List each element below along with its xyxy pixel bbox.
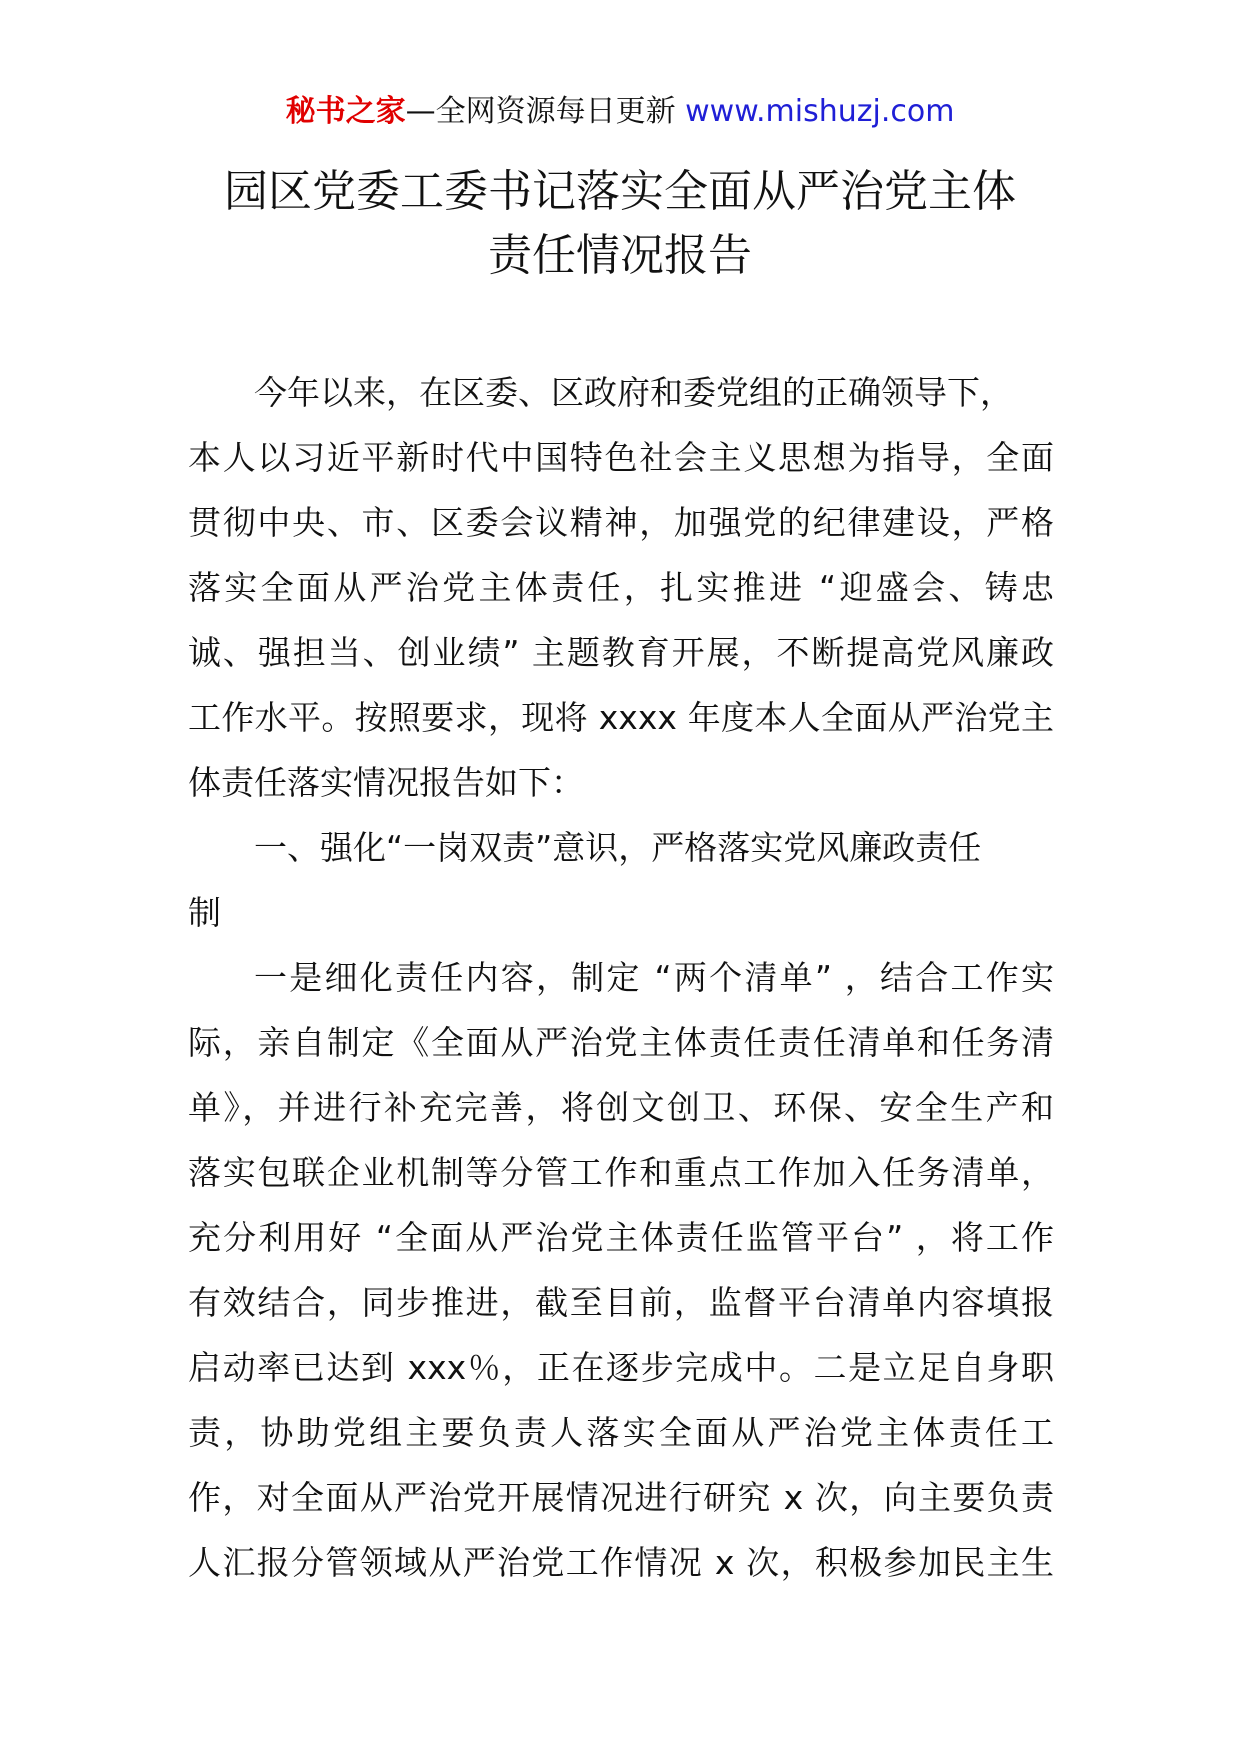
brand-tagline: —全网资源每日更新: [405, 94, 686, 129]
paragraph-line: 启动率已达到 xxx％，正在逐步完成中。二是立足自身职: [188, 1348, 1054, 1387]
paragraph-line: 单》，并进行补充完善，将创文创卫、环保、安全生产和: [188, 1088, 1054, 1127]
paragraph-line: 作，对全面从严治党开展情况进行研究 x 次，向主要负责: [188, 1478, 1054, 1517]
section-heading: 一、强化“一岗双责”意识，严格落实党风廉政责任: [254, 828, 982, 867]
brand-url: www.mishuzj.com: [685, 94, 955, 129]
paragraph-line: 有效结合，同步推进，截至目前，监督平台清单内容填报: [188, 1283, 1054, 1322]
paragraph-line: 工作水平。按照要求，现将 xxxx 年度本人全面从严治党主: [188, 698, 1054, 737]
paragraph-line: 际，亲自制定《全面从严治党主体责任责任清单和任务清: [188, 1023, 1054, 1062]
brand-name: 秘书之家: [285, 94, 406, 129]
document-title-line-2: 责任情况报告: [488, 230, 752, 281]
site-watermark-header: [0, 92, 1240, 132]
paragraph-line: 今年以来，在区委、区政府和委党组的正确领导下，: [254, 373, 1013, 412]
paragraph-line: 一是细化责任内容，制定 “两个清单” ，结合工作实: [254, 958, 1055, 997]
paragraph-line: 责，协助党组主要负责人落实全面从严治党主体责任工: [188, 1413, 1054, 1452]
paragraph-line: 充分利用好 “全面从严治党主体责任监管平台” ，将工作: [188, 1218, 1054, 1257]
paragraph-line: 诚、强担当、创业绩” 主题教育开展，不断提高党风廉政: [188, 633, 1054, 672]
document-title: [0, 160, 1240, 288]
paragraph-line: 本人以习近平新时代中国特色社会主义思想为指导，全面: [188, 438, 1054, 477]
document-body: [188, 360, 1054, 1595]
paragraph-line: 落实全面从严治党主体责任，扎实推进 “迎盛会、铸忠: [188, 568, 1054, 607]
paragraph-line: 体责任落实情况报告如下：: [188, 763, 584, 802]
paragraph-line: 贯彻中央、市、区委会议精神，加强党的纪律建设，严格: [188, 503, 1054, 542]
section-heading: 制: [188, 893, 221, 932]
paragraph-line: 落实包联企业机制等分管工作和重点工作加入任务清单，: [188, 1153, 1054, 1192]
paragraph-line: 人汇报分管领域从严治党工作情况 x 次，积极参加民主生: [188, 1543, 1054, 1582]
document-title-line-1: 园区党委工委书记落实全面从严治党主体: [224, 166, 1016, 217]
